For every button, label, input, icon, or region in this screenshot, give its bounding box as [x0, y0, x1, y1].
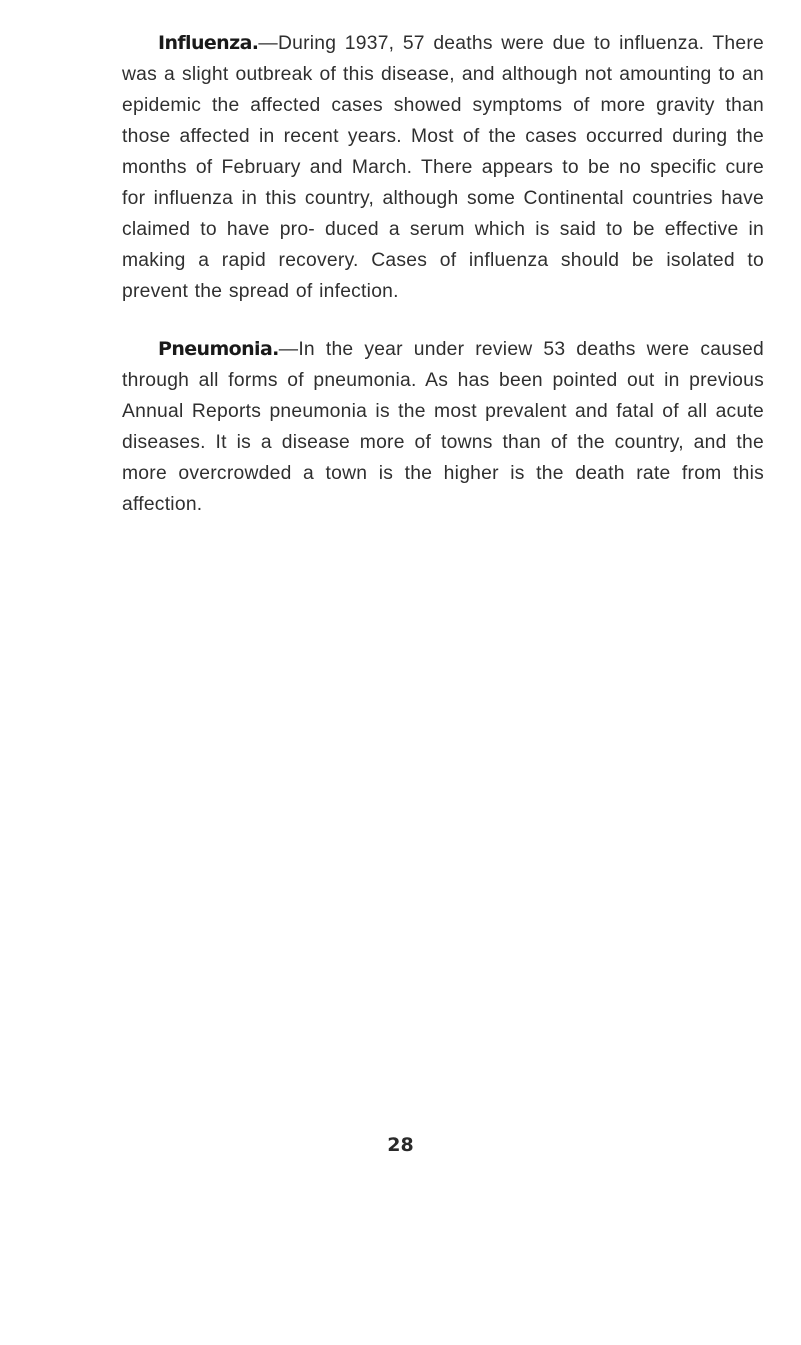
influenza-body-text: —During 1937, 57 deaths were due to influenza. There was a slight outbreak of this disease, and although not amounting to an epidemic the affected cases showed symptoms of more gravity than those affected in recent years. Most of the cases occurred during the months of February and March. There appears to be no specific cure for influenza in this country, although some Continental countries have claimed to have pro- duced a serum which is said to be effective in making a rapid recovery. Cases of influenza should be isolated to prevent the spread of infection.: [122, 33, 764, 302]
pneumonia-body-text: —In the year under review 53 deaths were caused through all forms of pneumonia. As has been pointed out in previous Annual Reports pneumonia is the most prevalent and fatal of all acute diseases. It is a disease more of towns than of the country, and the more overcrowded a town is the higher is the death rate from this affection.: [122, 339, 764, 515]
influenza-paragraph: [122, 28, 764, 307]
pneumonia-paragraph: [122, 334, 764, 520]
influenza-heading: Influenza.: [158, 32, 259, 54]
page-number: 28: [387, 1134, 414, 1156]
pneumonia-heading: Pneumonia.: [158, 338, 279, 360]
